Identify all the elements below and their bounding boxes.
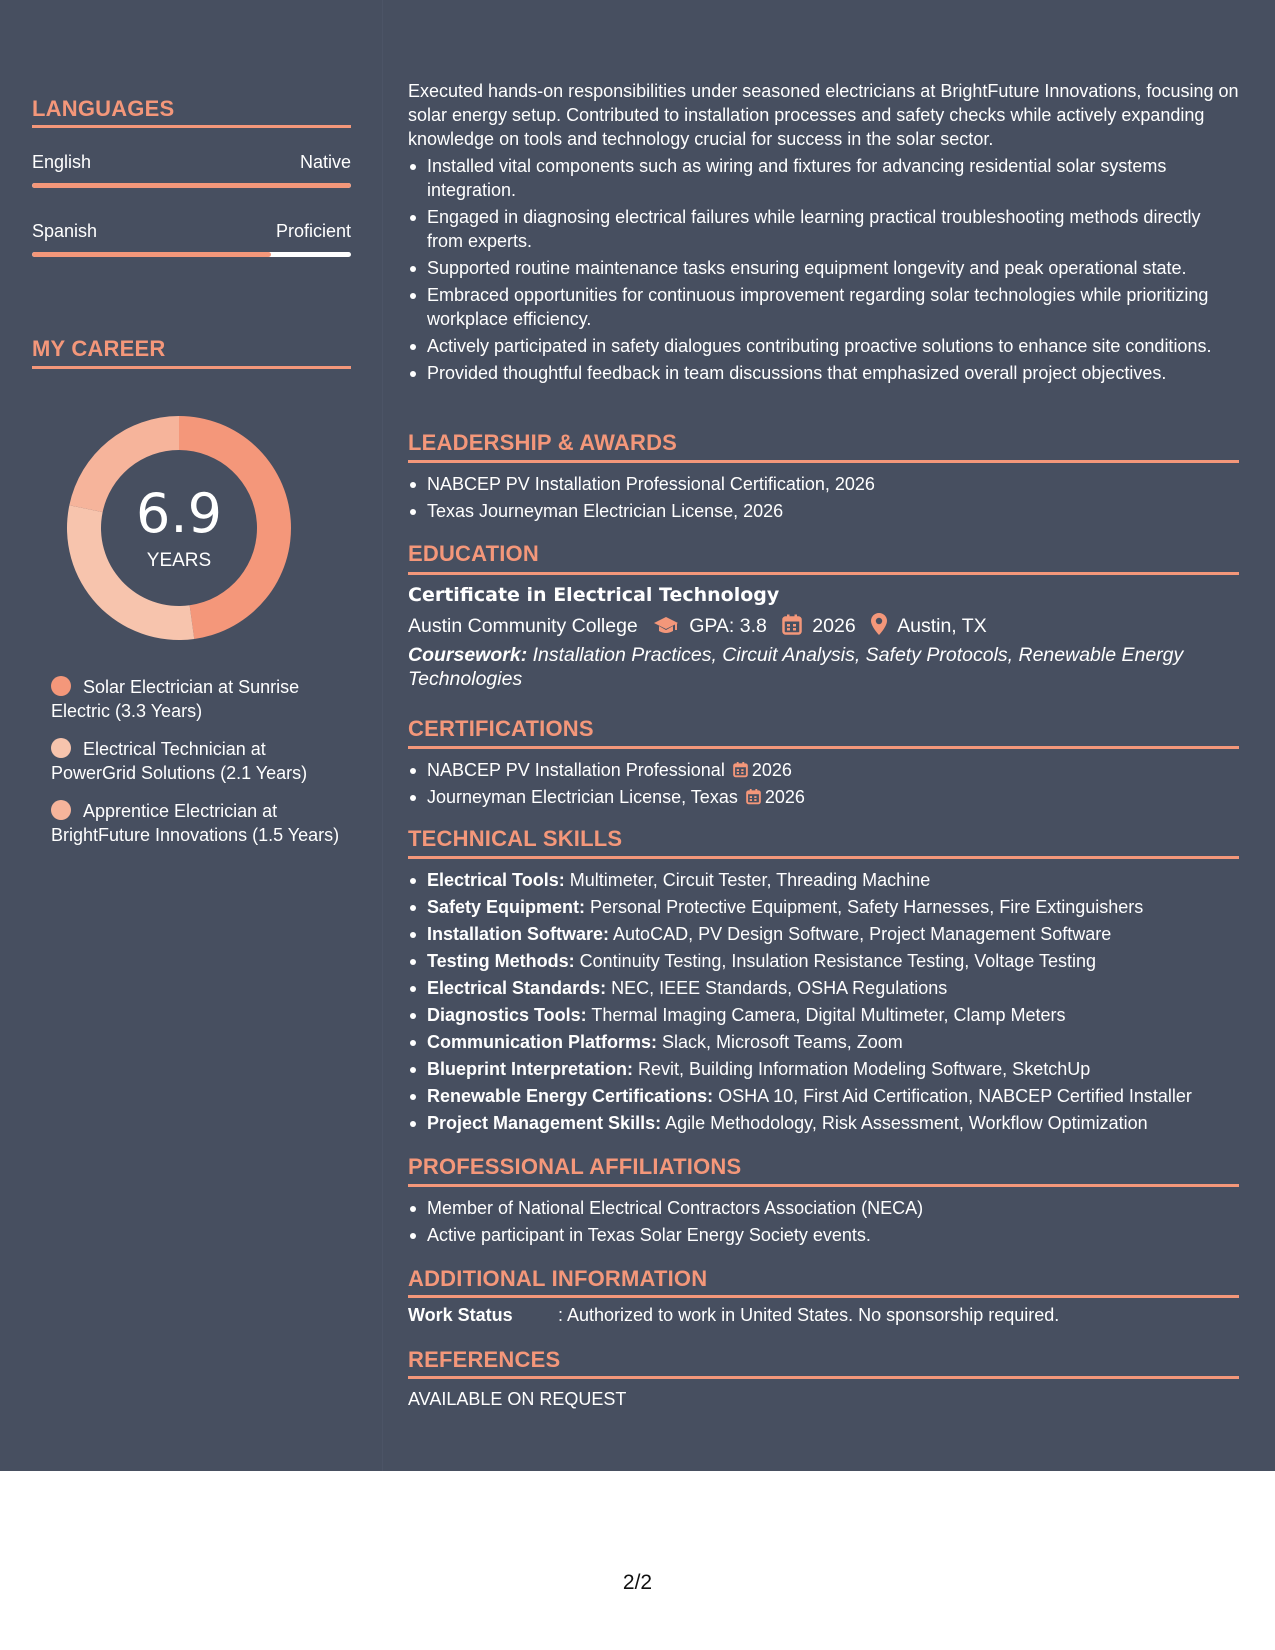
language-bar-spanish: [32, 252, 351, 257]
language-level: Proficient: [275, 221, 351, 241]
skill-value: AutoCAD, PV Design Software, Project Management Software: [609, 924, 1112, 944]
skill-label: Blueprint Interpretation:: [427, 1059, 633, 1079]
language-fill: [32, 183, 351, 188]
career-role-label: Apprentice Electrician at BrightFuture Innovations (1.5 Years): [51, 801, 340, 845]
skill-value: Slack, Microsoft Teams, Zoom: [657, 1032, 903, 1052]
list-item: Embraced opportunities for continuous improvement regarding solar technologies while prioritizing workplace efficiency.: [408, 283, 1239, 331]
career-role-label: Electrical Technician at PowerGrid Solutions (2.1 Years): [51, 739, 308, 783]
career-role-label: Solar Electrician at Sunrise Electric (3.3 Years): [51, 677, 300, 721]
certification-item: [408, 785, 1239, 809]
skill-item: [408, 868, 1239, 892]
list-item: Engaged in diagnosing electrical failures while learning practical troubleshooting methods directly from experts.: [408, 205, 1239, 253]
list-item: Provided thoughtful feedback in team discussions that emphasized overall project objectives.: [408, 361, 1239, 385]
calendar-icon: [746, 788, 761, 805]
skill-label: Communication Platforms:: [427, 1032, 658, 1052]
education-rule: [408, 572, 1239, 575]
skill-value: Continuity Testing, Insulation Resistance Testing, Voltage Testing: [574, 951, 1096, 971]
skill-value: OSHA 10, First Aid Certification, NABCEP Certified Installer: [713, 1086, 1192, 1106]
language-level: Native: [299, 152, 351, 172]
skill-label: Installation Software:: [427, 924, 610, 944]
work-status-label: Work Status: [408, 1305, 513, 1325]
skill-item: [408, 1057, 1239, 1081]
skill-label: Renewable Energy Certifications:: [427, 1086, 714, 1106]
references-text: AVAILABLE ON REQUEST: [408, 1389, 627, 1409]
list-item: Installed vital components such as wiring and fixtures for advancing residential solar systems integration.: [408, 154, 1239, 202]
career-legend-item: [51, 799, 341, 847]
skill-item: [408, 1084, 1239, 1108]
education-coursework: [408, 643, 1239, 691]
certifications-rule: [408, 746, 1239, 749]
skills-title: TECHNICAL SKILLS: [408, 826, 623, 851]
languages-title: LANGUAGES: [32, 96, 175, 121]
page-number: 2/2: [622, 1571, 653, 1594]
leadership-title: LEADERSHIP & AWARDS: [408, 430, 678, 455]
legend-dot: [51, 738, 71, 758]
legend-dot: [51, 676, 71, 696]
location-pin-icon: [871, 613, 887, 635]
certification-name: Journeyman Electrician License, Texas: [427, 787, 738, 807]
skill-item: [408, 1111, 1239, 1135]
skill-item: [408, 1030, 1239, 1054]
language-name: English: [32, 152, 92, 172]
list-item: Texas Journeyman Electrician License, 2026: [408, 499, 1239, 523]
career-legend-item: [51, 737, 341, 785]
certification-date: [746, 785, 805, 809]
list-item: Supported routine maintenance tasks ensuring equipment longevity and peak operational state.: [408, 256, 1239, 280]
legend-dot: [51, 800, 71, 820]
list-item: Member of National Electrical Contractors Association (NECA): [408, 1196, 1239, 1220]
certification-year: 2026: [751, 760, 792, 780]
certification-name: NABCEP PV Installation Professional: [427, 760, 725, 780]
education-location: Austin, TX: [897, 615, 987, 637]
calendar-icon: [733, 761, 748, 778]
list-item: Active participant in Texas Solar Energy Society events.: [408, 1223, 1239, 1247]
education-school: Austin Community College: [408, 615, 638, 637]
leadership-rule: [408, 460, 1239, 463]
language-fill: [32, 252, 271, 257]
skills-rule: [408, 856, 1239, 859]
certification-year: 2026: [764, 787, 805, 807]
skill-value: NEC, IEEE Standards, OSHA Regulations: [606, 978, 948, 998]
additional-title: ADDITIONAL INFORMATION: [408, 1266, 708, 1291]
skill-item: [408, 976, 1239, 1000]
career-rule: [32, 366, 351, 369]
skill-label: Diagnostics Tools:: [427, 1005, 587, 1025]
references-rule: [408, 1376, 1239, 1379]
skill-item: [408, 895, 1239, 919]
skill-value: Revit, Building Information Modeling Software, SketchUp: [633, 1059, 1091, 1079]
skill-label: Electrical Standards:: [427, 978, 607, 998]
leadership-list: [408, 472, 1239, 526]
career-total-label: YEARS: [146, 550, 212, 571]
main-content: [408, 0, 1239, 1471]
skill-label: Project Management Skills:: [427, 1113, 662, 1133]
skill-value: Thermal Imaging Camera, Digital Multimeter, Clamp Meters: [586, 1005, 1066, 1025]
education-gpa: GPA: 3.8: [689, 615, 767, 637]
language-name: Spanish: [32, 221, 98, 241]
certifications-title: CERTIFICATIONS: [408, 716, 594, 741]
references-title: REFERENCES: [408, 1347, 561, 1372]
column-divider: [382, 0, 383, 1471]
coursework-label: Coursework:: [408, 644, 528, 666]
skill-value: Personal Protective Equipment, Safety Harnesses, Fire Extinguishers: [585, 897, 1144, 917]
affiliations-rule: [408, 1184, 1239, 1187]
skill-value: Multimeter, Circuit Tester, Threading Machine: [564, 870, 931, 890]
career-legend-item: [51, 675, 341, 723]
skill-label: Testing Methods:: [427, 951, 575, 971]
languages-rule: [32, 125, 351, 128]
affiliations-list: [408, 1196, 1239, 1250]
list-item: NABCEP PV Installation Professional Certification, 2026: [408, 472, 1239, 496]
list-item: Actively participated in safety dialogues contributing proactive solutions to enhance site conditions.: [408, 334, 1239, 358]
skill-item: [408, 949, 1239, 973]
skill-item: [408, 922, 1239, 946]
skill-label: Safety Equipment:: [427, 897, 586, 917]
skill-label: Electrical Tools:: [427, 870, 565, 890]
skill-item: [408, 1003, 1239, 1027]
experience-summary: Executed hands-on responsibilities under seasoned electricians at BrightFuture Innovations, focusing on solar energy setup. Contributed to installation processes and safety checks while actively expanding knowledge on tools and technology crucial for success in the solar sector.: [408, 81, 1239, 149]
work-status-value: : Authorized to work in United States. No sponsorship required.: [558, 1305, 1060, 1325]
graduation-cap-icon: [653, 615, 679, 635]
skill-value: Agile Methodology, Risk Assessment, Workflow Optimization: [661, 1113, 1148, 1133]
sidebar: [32, 0, 351, 1471]
affiliations-title: PROFESSIONAL AFFILIATIONS: [408, 1154, 742, 1179]
certification-date: [733, 758, 792, 782]
career-total-years: 6.9: [136, 482, 222, 545]
certifications-list: [408, 758, 1239, 812]
education-title: EDUCATION: [408, 541, 539, 566]
experience-bullets: [408, 154, 1239, 385]
calendar-icon: [782, 614, 802, 635]
skills-list: [408, 868, 1239, 1138]
career-title: MY CAREER: [32, 336, 166, 361]
additional-rule: [408, 1295, 1239, 1298]
education-year: 2026: [812, 615, 856, 637]
coursework-text: Installation Practices, Circuit Analysis, Safety Protocols, Renewable Energy Technologies: [408, 644, 1184, 690]
education-details: [408, 613, 987, 638]
certification-item: [408, 758, 1239, 782]
language-bar-english: [32, 183, 351, 188]
education-degree: Certificate in Electrical Technology: [408, 584, 780, 606]
